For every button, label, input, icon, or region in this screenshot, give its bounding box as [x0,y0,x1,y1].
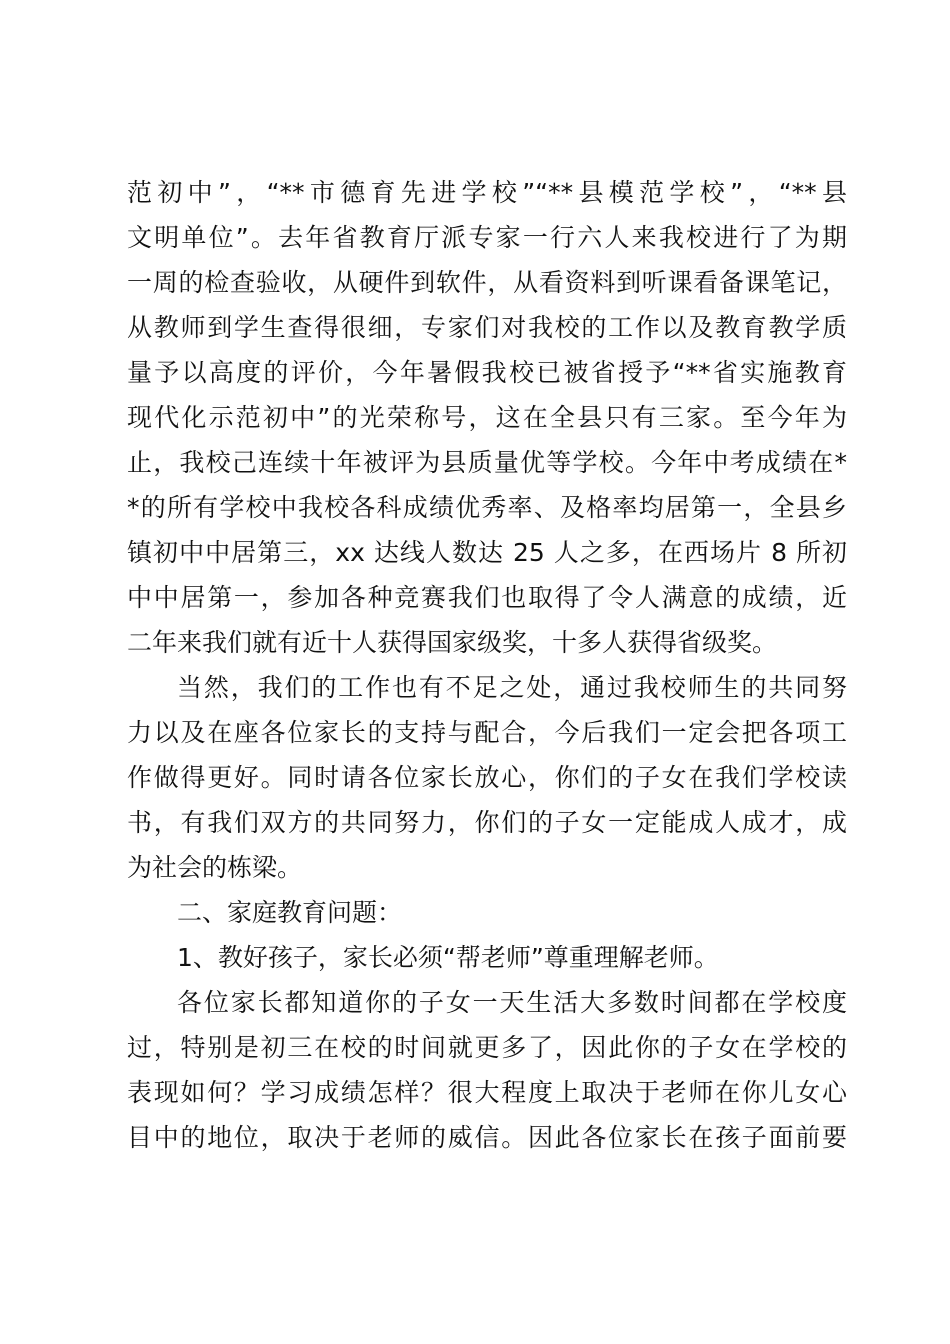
text-line: 从教师到学生查得很细，专家们对我校的工作以及教育教学质 [127,313,847,342]
text-line: 表现如何？学习成绩怎样？很大程度上取决于老师在你儿女心 [127,1078,847,1107]
text-line: 书，有我们双方的共同努力，你们的子女一定能成人成才，成 [127,808,847,837]
subsection-heading: 1、教好孩子，家长必须“帮老师”尊重理解老师。 [177,943,719,972]
text-line: 镇初中中居第三，xx 达线人数达 25 人之多，在西场片 8 所初 [127,538,847,567]
text-line: 范初中”，“**市德育先进学校”“**县模范学校”，“**县 [127,178,847,207]
text-line: 量予以高度的评价，今年暑假我校已被省授予“**省实施教育 [127,358,847,387]
document-body [127,170,847,1160]
text-line: *的所有学校中我校各科成绩优秀率、及格率均居第一，全县乡 [127,493,847,522]
text-line: 各位家长都知道你的子女一天生活大多数时间都在学校度 [177,988,847,1017]
text-line: 止，我校己连续十年被评为县质量优等学校。今年中考成绩在* [127,448,847,477]
text-line: 目中的地位，取决于老师的威信。因此各位家长在孩子面前要 [127,1123,847,1152]
text-line: 二年来我们就有近十人获得国家级奖，十多人获得省级奖。 [127,628,778,657]
text-line: 当然，我们的工作也有不足之处，通过我校师生的共同努 [177,673,847,702]
text-line: 作做得更好。同时请各位家长放心，你们的子女在我们学校读 [127,763,847,792]
text-line: 为社会的栋梁。 [127,853,303,882]
text-line: 文明单位”。去年省教育厅派专家一行六人来我校进行了为期 [127,223,847,252]
text-line: 力以及在座各位家长的支持与配合，今后我们一定会把各项工 [127,718,847,747]
section-heading: 二、家庭教育问题： [177,898,403,927]
text-line: 一周的检查验收，从硬件到软件，从看资料到听课看备课笔记， [127,268,847,297]
text-line: 中中居第一，参加各种竞赛我们也取得了令人满意的成绩，近 [127,583,847,612]
text-line: 过，特别是初三在校的时间就更多了，因此你的子女在学校的 [127,1033,847,1062]
text-line: 现代化示范初中”的光荣称号，这在全县只有三家。至今年为 [127,403,847,432]
